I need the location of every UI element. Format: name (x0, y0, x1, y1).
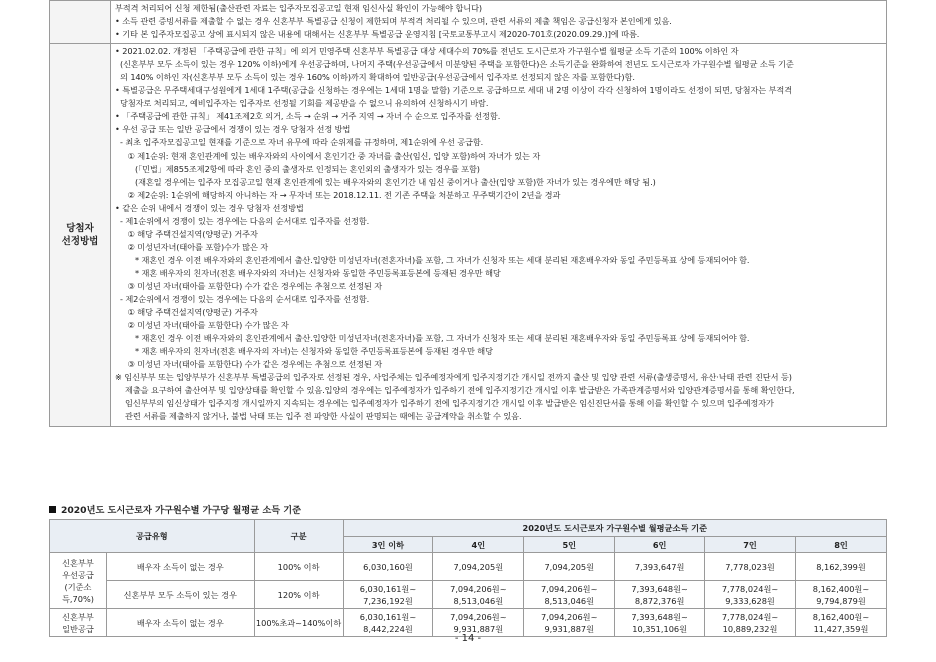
supply-group-line: (기준소득,70%) (62, 581, 94, 604)
income-value-line: 10,351,106원 (632, 623, 688, 634)
income-value-line: 7,236,192원 (363, 595, 413, 606)
square-bullet-icon (49, 506, 56, 513)
rule-line: ※ 임신부부 또는 입양부부가 신혼부부 특별공급의 입주자로 선정된 경우, 사업주체는 입주예정자에게 입주지정기간 개시일 전까지 출산 및 입양 관련 서류(출생증명서, 유산·낙태 관련 진단서 등) (115, 372, 792, 383)
header-persons: 4인 (433, 537, 524, 553)
income-value-line: 9,931,887원 (544, 623, 595, 634)
income-value-cell (796, 553, 887, 581)
rule-line: - 제1순위에서 경쟁이 있는 경우에는 다음의 순서대로 입주자를 선정함. (115, 215, 370, 226)
rule-line: 의 140% 이하인 자(신혼부부 모두 소득이 있는 경우 160% 이하)까지 확대하여 일반공급(우선공급에서 입주자로 선정되지 않은 자를 포함한다)함. (115, 72, 635, 83)
income-section-heading (49, 502, 301, 516)
rule-line: 임신부부의 임신상태가 입주지정 개시일까지 지속되는 경우에는 입주예정자가 입주하기 전에 입주지정기간 개시일 이후 발급받은 임신진단서를 통해 이를 확인할 수 있으며 입주예정자가 (115, 398, 774, 409)
income-row (50, 553, 887, 581)
income-type-cell: 배우자 소득이 없는 경우 (106, 609, 254, 637)
income-value-cell (524, 553, 615, 581)
rule-line: ① 해당 주택건설지역(양평군) 거주자 (115, 228, 258, 239)
income-percent-cell: 120% 이하 (254, 581, 343, 609)
rule-line: • 소득 관련 증빙서류를 제출할 수 없는 경우 신혼부부 특별공급 신청이 제한되며 부적격 처리될 수 있으며, 관련 서류의 제출 책임은 공급신청자 본인에게 있음. (115, 16, 672, 27)
header-category: 구분 (254, 520, 343, 553)
rule-line: • 「주택공급에 관한 규칙」 제41조제2호 의거, 소득 → 순위 → 거주 지역 → 자녀 수 순으로 입주자를 선정함. (115, 111, 501, 122)
rule-line: * 재혼인 경우 이전 배우자와의 혼인관계에서 출산.입양한 미성년자녀(전혼자녀)를 포함, 그 자녀가 신청자 또는 세대 분리된 재혼배우자와 동일 주민등록표 상에 등재되어야 함. (115, 333, 750, 344)
income-value-line: 7,094,206원~ (450, 611, 507, 622)
rule-line: ③ 미성년 자녀(태아를 포함한다) 수가 같은 경우에는 추첨으로 선정된 자 (115, 280, 383, 291)
income-value-line: 7,094,206원~ (541, 611, 598, 622)
header-persons: 8인 (796, 537, 887, 553)
income-value-line: 7,778,023원 (725, 561, 775, 572)
income-value-line: 7,393,647원 (634, 561, 685, 572)
page-number: - 14 - (454, 633, 482, 644)
supply-group-line: 신혼부부 (62, 611, 94, 622)
rule-line: (신혼부부 모두 소득이 있는 경우 120% 이하)에게 우선공급하며, 나머지 주택(우선공급에서 미분양된 주택을 포함한다)은 소득기준을 완화하여 전년도 도시근로자 가구원수별 월평균 소득 기준 (115, 59, 794, 70)
income-section-title: 2020년도 도시근로자 가구원수별 가구당 월평균 소득 기준 (61, 505, 302, 516)
rule-line: • 특별공급은 무주택세대구성원에게 1세대 1주택(공급을 신청하는 경우에는 1세대 1명을 말함) 기준으로 공급하므로 세대 내 2명 이상이 각각 신청하여 1명이라도 선정이 되면, 당첨자는 부적격 (115, 85, 793, 96)
income-value-line: 7,094,205원 (453, 561, 504, 572)
header-persons: 7인 (705, 537, 796, 553)
income-value-cell (796, 581, 887, 609)
supply-group-line: 신혼부부 (62, 557, 94, 568)
income-value-cell (705, 581, 796, 609)
winner-selection-label (50, 44, 111, 426)
income-value-cell (615, 553, 705, 581)
income-value-line: 11,427,359원 (813, 623, 869, 634)
header-persons: 6인 (615, 537, 705, 553)
rule-line: ① 해당 주택건설지역(양평군) 거주자 (115, 307, 258, 318)
label-line-2: 선정방법 (61, 235, 99, 247)
rule-line: 당첨자로 처리되고, 예비입주자는 입주자로 선정될 기회를 제공받을 수 없으니 유의하여 신청하시기 바람. (115, 98, 489, 109)
income-value-cell (705, 553, 796, 581)
header-supply-type: 공급유형 (50, 520, 255, 553)
income-value-line: 8,513,046원 (544, 595, 595, 606)
income-percent-cell: 100%초과~140%이하 (254, 609, 343, 637)
income-type-cell: 배우자 소득이 없는 경우 (106, 553, 254, 581)
rule-line: (「민법」제855조제2항에 따라 혼인 중의 출생자로 인정되는 혼인외의 출생자가 있는 경우를 포함) (115, 163, 480, 174)
income-value-line: 8,872,376원 (634, 595, 685, 606)
income-value-line: 7,393,648원~ (631, 611, 688, 622)
rule-line: - 최초 입주자모집공고일 현재를 기준으로 자녀 유무에 따라 순위제를 규정하며, 제1순위에 우선 공급함. (115, 137, 484, 148)
rule-line: ② 미성년 자녀(태아를 포함한다) 수가 많은 자 (115, 320, 289, 331)
income-percent-cell: 100% 이하 (254, 553, 343, 581)
rule-line: 관련 서류를 제출하지 않거나, 불법 낙태 또는 입주 전 파양한 사실이 판명되는 때에는 공급계약을 취소할 수 있음. (115, 411, 522, 422)
income-value-line: 8,162,400원~ (812, 583, 870, 594)
income-value-line: 7,778,024원~ (721, 611, 779, 622)
rule-line: (재혼일 경우에는 입주자 모집공고일 현재 혼인관계에 있는 배우자와의 혼인기간 내 임신 중이거나 출산(입양 포함)한 자녀가 있는 경우에만 해당 됨.) (115, 176, 656, 187)
label-line-1: 당첨자 (66, 222, 94, 234)
rule-line: * 재혼 배우자의 친자녀(전혼 배우자의 자녀)는 신청자와 동일한 주민등록표등본에 등재된 경우만 해당 (115, 346, 493, 357)
rule-line: • 기타 본 입주자모집공고 상에 표시되지 않은 내용에 대해서는 신혼부부 특별공급 운영지침 [국토교통부고시 제2020-701호(2020.09.29.)]에 따름. (115, 29, 640, 40)
income-value-line: 6,030,161원~ (359, 611, 417, 622)
rule-line: ② 제2순위: 1순위에 해당하지 아니하는 자 → 무자녀 또는 2018.12.11. 전 기존 주택을 처분하고 무주택기간이 2년을 경과 (115, 189, 561, 200)
income-value-cell (433, 581, 524, 609)
rules-upper-body (111, 1, 887, 44)
supply-group-line: 우선공급 (62, 569, 94, 580)
rule-line: 부적격 처리되어 신청 제한됨(출산관련 자료는 입주자모집공고일 현재 임신사실 확인이 가능해야 합니다) (115, 3, 483, 13)
income-value-cell (433, 553, 524, 581)
rule-line: - 제2순위에서 경쟁이 있는 경우에는 다음의 순서대로 입주자를 선정함. (115, 294, 370, 305)
income-row (50, 581, 887, 609)
income-value-line: 7,094,205원 (544, 561, 595, 572)
rule-line: 제출을 요구하여 출산여부 및 입양상태를 확인할 수 있음.입양의 경우에는 입주예정자가 입주하기 전에 입주지정기간 개시일 이후 발급받은 가족관계증명서와 입양관계증명서를 통해 확인한다, (115, 385, 795, 396)
income-table (49, 519, 887, 637)
header-income-group: 2020년도 도시근로자 가구원수별 월평균소득 기준 (343, 520, 886, 537)
rules-table (49, 0, 887, 427)
rule-line: ② 미성년자녀(태아를 포함)수가 많은 자 (115, 241, 269, 252)
income-value-cell (343, 553, 433, 581)
income-value-line: 6,030,160원 (363, 561, 413, 572)
income-value-line: 8,162,399원 (816, 561, 866, 572)
header-persons: 3인 이하 (343, 537, 433, 553)
income-value-line: 9,794,879원 (816, 595, 866, 606)
income-value-line: 7,094,206원~ (450, 583, 507, 594)
income-value-line: 10,889,232원 (722, 623, 778, 634)
income-value-line: 8,513,046원 (453, 595, 504, 606)
income-type-cell: 신혼부부 모두 소득이 있는 경우 (106, 581, 254, 609)
rule-line: • 우선 공급 또는 일반 공급에서 경쟁이 있는 경우 당첨자 선정 방법 (115, 124, 351, 135)
income-value-cell (615, 581, 705, 609)
header-persons: 5인 (524, 537, 615, 553)
income-value-line: 8,442,224원 (363, 623, 413, 634)
rule-line: ③ 미성년 자녀(태아를 포함한다) 수가 같은 경우에는 추첨으로 선정된 자 (115, 359, 383, 370)
income-value-line: 8,162,400원~ (812, 611, 870, 622)
winner-selection-body (111, 44, 887, 426)
supply-group-cell (50, 553, 107, 609)
rule-line: * 재혼인 경우 이전 배우자와의 혼인관계에서 출산.입양한 미성년자녀(전혼자녀)를 포함, 그 자녀가 신청자 또는 세대 분리된 재혼배우자와 동일 주민등록표 상에 등재되어야 함. (115, 254, 750, 265)
income-value-cell (343, 581, 433, 609)
income-value-line: 9,333,628원 (725, 595, 775, 606)
rules-label-cell-empty (50, 1, 111, 44)
supply-group-line: 일반공급 (62, 623, 94, 634)
income-value-line: 7,393,648원~ (631, 583, 688, 594)
income-value-line: 9,931,887원 (453, 623, 504, 634)
income-value-cell (524, 581, 615, 609)
income-value-line: 6,030,161원~ (359, 583, 417, 594)
income-value-line: 7,094,206원~ (541, 583, 598, 594)
rule-line: * 재혼 배우자의 친자녀(전혼 배우자와의 자녀)는 신청자와 동일한 주민등록표등본에 등재된 경우만 해당 (115, 267, 501, 278)
rule-line: • 2021.02.02. 개정된 「주택공급에 관한 규칙」에 의거 민영주택 신혼부부 특별공급 대상 세대수의 70%를 전년도 도시근로자 가구원수별 월평균 소득 기준의 100% 이하인 자 (115, 46, 739, 57)
rule-line: ① 제1순위: 현재 혼인관계에 있는 배우자와의 사이에서 혼인기간 중 자녀를 출산(임신, 입양 포함)하여 자녀가 있는 자 (115, 150, 541, 161)
rule-line: • 같은 순위 내에서 경쟁이 있는 경우 당첨자 선정방법 (115, 202, 304, 213)
income-value-line: 7,778,024원~ (721, 583, 779, 594)
